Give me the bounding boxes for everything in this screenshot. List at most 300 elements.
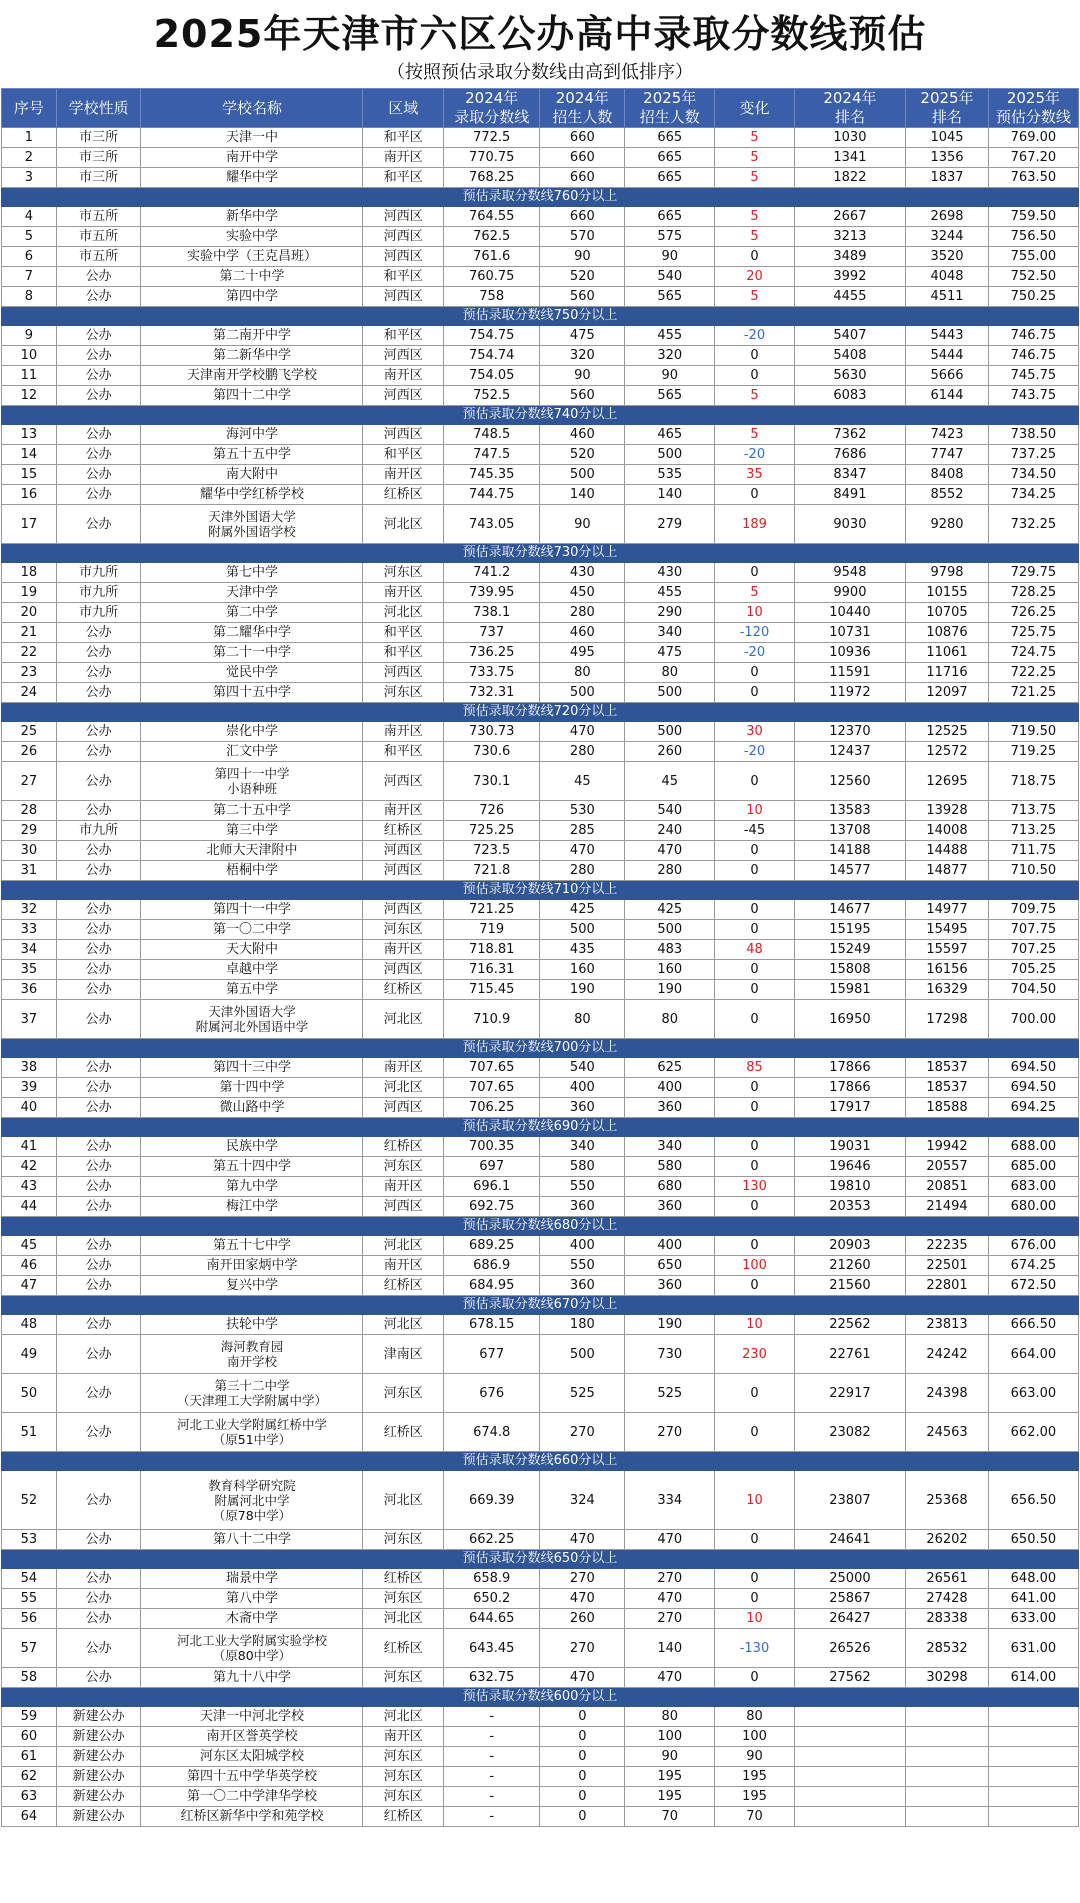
cell-est-2025: 683.00 [988,1177,1078,1197]
cell-score-2024: 643.45 [443,1629,540,1668]
cell-index: 41 [2,1137,57,1157]
header-col-change [715,89,794,128]
cell-school-name [141,207,363,227]
school-name-line: 第四十五中学 [212,685,291,700]
cell-rank-2025: 20851 [906,1177,989,1197]
school-name-line: 南开学校 [226,1354,277,1369]
cell-est-2025: 763.50 [988,168,1078,188]
header-label: 预估分数线 [995,108,1071,126]
cell-rank-2024: 11972 [794,683,906,703]
cell-index: 8 [2,287,57,307]
cell-area: 河北区 [363,1609,443,1629]
cell-school-type: 市五所 [56,247,141,267]
cell-index: 63 [2,1787,57,1807]
cell-school-type: 公办 [56,1098,141,1118]
cell-area: 红桥区 [363,485,443,505]
cell-area: 河西区 [363,346,443,366]
cell-school-name [141,1807,363,1827]
cell-school-name [141,762,363,801]
cell-school-type: 公办 [56,900,141,920]
header-label: 序号 [13,98,44,117]
tier-separator-row [2,1296,1079,1315]
cell-change: 0 [715,1589,794,1609]
cell-est-2025: 641.00 [988,1589,1078,1609]
cell-score-2024: - [443,1707,540,1727]
cell-area: 河西区 [363,425,443,445]
cell-area: 南开区 [363,1058,443,1078]
cell-plan-2025: 500 [625,445,715,465]
cell-rank-2024: 5408 [794,346,906,366]
cell-rank-2025: 30298 [906,1668,989,1688]
cell-rank-2024: 20353 [794,1197,906,1217]
cell-area: 河东区 [363,563,443,583]
cell-area: 河北区 [363,1000,443,1039]
cell-plan-2025: 730 [625,1335,715,1374]
cell-plan-2025: 400 [625,1078,715,1098]
cell-school-type: 公办 [56,505,141,544]
tier-separator-label: 预估录取分数线660分以上 [2,1452,1079,1471]
cell-plan-2025: 430 [625,563,715,583]
school-name-line: 北师大天津附中 [206,843,298,858]
cell-score-2024: 762.5 [443,227,540,247]
table-header [2,89,1079,128]
cell-school-type: 公办 [56,1137,141,1157]
header-label: 录取分数线 [454,108,530,126]
cell-school-name [141,683,363,703]
cell-score-2024: 716.31 [443,960,540,980]
cell-change: 0 [715,366,794,386]
cell-school-type: 公办 [56,841,141,861]
table-row [2,940,1079,960]
cell-index: 64 [2,1807,57,1827]
header-col-rank-2024 [794,89,906,128]
cell-school-type: 公办 [56,287,141,307]
cell-change: 0 [715,980,794,1000]
cell-est-2025: 746.75 [988,326,1078,346]
cell-school-type: 新建公办 [56,1707,141,1727]
cell-school-type: 公办 [56,1197,141,1217]
cell-school-name [141,326,363,346]
cell-plan-2024: 470 [540,1589,625,1609]
table-row [2,1609,1079,1629]
school-name-line: 第二中学 [225,605,278,620]
cell-rank-2025: 15597 [906,940,989,960]
table-row [2,1315,1079,1335]
cell-school-type: 公办 [56,326,141,346]
cell-score-2024: 764.55 [443,207,540,227]
cell-rank-2025: 11716 [906,663,989,683]
cell-change: 10 [715,603,794,623]
cell-est-2025 [988,1787,1078,1807]
cell-est-2025: 755.00 [988,247,1078,267]
cell-plan-2025: 625 [625,1058,715,1078]
cell-est-2025: 694.25 [988,1098,1078,1118]
cell-area: 南开区 [363,801,443,821]
cell-plan-2025: 470 [625,1668,715,1688]
school-name-line: （天津理工大学附属中学） [176,1393,327,1408]
cell-area: 南开区 [363,583,443,603]
cell-plan-2024: 430 [540,563,625,583]
school-name-line: 南开中学 [225,150,278,165]
cell-index: 5 [2,227,57,247]
cell-score-2024: 726 [443,801,540,821]
table-row [2,1767,1079,1787]
table-row [2,1256,1079,1276]
cell-plan-2024: 660 [540,207,625,227]
cell-est-2025: 656.50 [988,1471,1078,1530]
cell-index: 57 [2,1629,57,1668]
school-name-line: 天津外国语大学 [208,1004,296,1019]
cell-rank-2025: 28532 [906,1629,989,1668]
cell-index: 7 [2,267,57,287]
cell-area: 河西区 [363,960,443,980]
header-label: 变化 [739,98,770,117]
cell-change: 195 [715,1787,794,1807]
school-name-line: 海河中学 [225,427,278,442]
school-name-line: 梅江中学 [225,1199,278,1214]
cell-score-2024: 686.9 [443,1256,540,1276]
cell-rank-2025: 20557 [906,1157,989,1177]
cell-change: 195 [715,1767,794,1787]
cell-rank-2025: 28338 [906,1609,989,1629]
cell-plan-2024: 360 [540,1276,625,1296]
cell-est-2025: 688.00 [988,1137,1078,1157]
cell-index: 21 [2,623,57,643]
cell-score-2024: 739.95 [443,583,540,603]
cell-plan-2024: 560 [540,386,625,406]
table-row [2,742,1079,762]
cell-plan-2025: 45 [625,762,715,801]
cell-change: 0 [715,960,794,980]
header-label: 2024年 [465,89,519,107]
table-row [2,346,1079,366]
school-name-line: 河北工业大学附属红桥中学 [176,1417,327,1432]
table-row [2,920,1079,940]
tier-separator-row [2,188,1079,207]
cell-rank-2024: 27562 [794,1668,906,1688]
school-name-line: 第四十二中学 [212,388,291,403]
header-col-school-type [56,89,141,128]
cell-plan-2024: 90 [540,247,625,267]
cell-plan-2025: 100 [625,1727,715,1747]
cell-est-2025: 718.75 [988,762,1078,801]
cell-est-2025: 704.50 [988,980,1078,1000]
cell-est-2025: 737.25 [988,445,1078,465]
table-row [2,1530,1079,1550]
cell-plan-2025: 360 [625,1276,715,1296]
header-label: 学校性质 [68,98,129,117]
cell-est-2025: 721.25 [988,683,1078,703]
table-row [2,1078,1079,1098]
cell-rank-2025: 26202 [906,1530,989,1550]
cell-rank-2024 [794,1787,906,1807]
table-row [2,485,1079,505]
school-name-line: 新华中学 [225,209,278,224]
school-name-line: 第四十一中学 [214,766,290,781]
table-row [2,1335,1079,1374]
cell-score-2024: 748.5 [443,425,540,445]
header-label: 排名 [932,108,963,126]
cell-school-type: 公办 [56,623,141,643]
cell-score-2024: 738.1 [443,603,540,623]
cell-rank-2025: 21494 [906,1197,989,1217]
cell-change: -120 [715,623,794,643]
cell-est-2025: 713.75 [988,801,1078,821]
cell-change: 0 [715,663,794,683]
cell-score-2024: 760.75 [443,267,540,287]
cell-plan-2025: 483 [625,940,715,960]
table-row [2,1668,1079,1688]
cell-plan-2025: 190 [625,980,715,1000]
cell-area: 河西区 [363,900,443,920]
cell-area: 河西区 [363,207,443,227]
cell-school-name [141,1078,363,1098]
table-row [2,386,1079,406]
cell-index: 14 [2,445,57,465]
cell-rank-2025: 12525 [906,722,989,742]
cell-rank-2024: 3213 [794,227,906,247]
cell-change: 100 [715,1727,794,1747]
cell-school-type: 公办 [56,366,141,386]
cell-plan-2025: 80 [625,1707,715,1727]
cell-rank-2025: 1356 [906,148,989,168]
cell-rank-2024: 22562 [794,1315,906,1335]
school-name-line: 耀华中学 [225,170,278,185]
cell-plan-2024: 425 [540,900,625,920]
school-name-line: 第一〇二中学 [212,922,291,937]
cell-school-type: 公办 [56,762,141,801]
cell-school-type: 公办 [56,1629,141,1668]
school-name-line: 第二十中学 [219,269,285,284]
cell-score-2024: 772.5 [443,128,540,148]
cell-rank-2024: 14677 [794,900,906,920]
cell-score-2024: 718.81 [443,940,540,960]
school-name-line: （原80中学） [212,1648,292,1663]
cell-change: 0 [715,485,794,505]
cell-change: 30 [715,722,794,742]
cell-plan-2025: 540 [625,801,715,821]
cell-rank-2024: 20903 [794,1236,906,1256]
cell-rank-2025: 16329 [906,980,989,1000]
cell-rank-2025: 6144 [906,386,989,406]
cell-plan-2025: 400 [625,1236,715,1256]
cell-area: 河东区 [363,1157,443,1177]
cell-plan-2025: 280 [625,861,715,881]
cell-index: 17 [2,505,57,544]
cell-score-2024: 723.5 [443,841,540,861]
cell-plan-2024: 0 [540,1807,625,1827]
cell-plan-2025: 260 [625,742,715,762]
cell-index: 62 [2,1767,57,1787]
table-row [2,168,1079,188]
table-row [2,603,1079,623]
cell-score-2024: 730.1 [443,762,540,801]
cell-est-2025: 680.00 [988,1197,1078,1217]
cell-school-type: 公办 [56,1236,141,1256]
cell-score-2024: 658.9 [443,1569,540,1589]
table-row [2,841,1079,861]
cell-est-2025: 756.50 [988,227,1078,247]
cell-rank-2024: 15808 [794,960,906,980]
cell-rank-2025: 22801 [906,1276,989,1296]
cell-rank-2025: 15495 [906,920,989,940]
cell-school-name [141,1058,363,1078]
cell-plan-2025: 195 [625,1787,715,1807]
cell-plan-2024: 570 [540,227,625,247]
cell-score-2024: 745.35 [443,465,540,485]
cell-index: 33 [2,920,57,940]
cell-est-2025: 734.50 [988,465,1078,485]
cell-index: 51 [2,1413,57,1452]
cell-score-2024: - [443,1787,540,1807]
table-row [2,683,1079,703]
cell-plan-2024: 470 [540,1530,625,1550]
cell-area: 河东区 [363,683,443,703]
cell-change: 10 [715,1471,794,1530]
cell-index: 19 [2,583,57,603]
cell-school-name [141,445,363,465]
cell-school-name [141,1335,363,1374]
cell-plan-2025: 455 [625,326,715,346]
cell-index: 61 [2,1747,57,1767]
cell-plan-2025: 665 [625,168,715,188]
cell-est-2025: 759.50 [988,207,1078,227]
cell-change: 0 [715,1157,794,1177]
cell-plan-2024: 525 [540,1374,625,1413]
cell-school-name [141,1747,363,1767]
cell-index: 32 [2,900,57,920]
cell-plan-2025: 80 [625,663,715,683]
page-subtitle: （按照预估录取分数线由高到低排序） [387,62,693,83]
cell-rank-2025: 4511 [906,287,989,307]
cell-score-2024: 684.95 [443,1276,540,1296]
cell-est-2025: 650.50 [988,1530,1078,1550]
cell-plan-2024: 560 [540,287,625,307]
cell-plan-2025: 270 [625,1413,715,1452]
cell-school-type: 公办 [56,1000,141,1039]
cell-index: 45 [2,1236,57,1256]
cell-area: 和平区 [363,326,443,346]
cell-est-2025: 729.75 [988,563,1078,583]
school-name-line: 民族中学 [225,1139,278,1154]
cell-rank-2025: 22235 [906,1236,989,1256]
cell-area: 河西区 [363,1197,443,1217]
cell-plan-2024: 495 [540,643,625,663]
cell-change: 5 [715,207,794,227]
cell-area: 红桥区 [363,1629,443,1668]
school-name-line: 天津中学 [225,585,278,600]
table-row [2,1589,1079,1609]
cell-plan-2025: 290 [625,603,715,623]
cell-plan-2024: 470 [540,722,625,742]
cell-rank-2025: 24563 [906,1413,989,1452]
cell-school-type: 公办 [56,267,141,287]
school-name-line: （原78中学） [212,1507,292,1523]
cell-school-name [141,960,363,980]
cell-school-type: 公办 [56,1256,141,1276]
cell-plan-2024: 90 [540,505,625,544]
cell-plan-2024: 530 [540,801,625,821]
cell-rank-2025: 8552 [906,485,989,505]
cell-area: 河西区 [363,841,443,861]
cell-area: 河西区 [363,227,443,247]
cell-rank-2024: 19646 [794,1157,906,1177]
tier-separator-row [2,1118,1079,1137]
tier-separator-row [2,1688,1079,1707]
cell-area: 南开区 [363,148,443,168]
cell-plan-2024: 360 [540,1197,625,1217]
tier-separator-row [2,544,1079,563]
cell-est-2025: 719.50 [988,722,1078,742]
cell-index: 22 [2,643,57,663]
cell-rank-2024: 1030 [794,128,906,148]
cell-rank-2024: 22917 [794,1374,906,1413]
cell-score-2024: 669.39 [443,1471,540,1530]
cell-plan-2025: 340 [625,1137,715,1157]
cell-area: 河西区 [363,861,443,881]
cell-change: 0 [715,900,794,920]
cell-est-2025: 769.00 [988,128,1078,148]
cell-est-2025: 674.25 [988,1256,1078,1276]
cell-area: 河北区 [363,1078,443,1098]
cell-plan-2025: 334 [625,1471,715,1530]
cell-plan-2025: 90 [625,366,715,386]
cell-school-name [141,1668,363,1688]
cell-index: 13 [2,425,57,445]
cell-area: 和平区 [363,168,443,188]
cell-score-2024: 741.2 [443,563,540,583]
cell-score-2024: 706.25 [443,1098,540,1118]
cell-rank-2024: 7362 [794,425,906,445]
cell-score-2024: 747.5 [443,445,540,465]
header-label: 排名 [834,108,865,126]
cell-rank-2024: 26526 [794,1629,906,1668]
cell-school-type: 公办 [56,425,141,445]
cell-plan-2025: 455 [625,583,715,603]
school-name-line: 第四十一中学 [212,902,291,917]
header-label: 学校名称 [221,98,282,117]
cell-plan-2024: 0 [540,1767,625,1787]
header-col-plan-2025 [625,89,715,128]
cell-score-2024: 650.2 [443,1589,540,1609]
school-name-line: 河东区太阳城学校 [199,1749,304,1764]
cell-school-type: 市三所 [56,128,141,148]
cell-area: 河东区 [363,1747,443,1767]
school-name-line: 天津一中河北学校 [199,1709,304,1724]
cell-area: 河北区 [363,603,443,623]
cell-area: 河西区 [363,663,443,683]
cell-plan-2025: 500 [625,722,715,742]
cell-plan-2025: 525 [625,1374,715,1413]
cell-score-2024: 752.5 [443,386,540,406]
tier-separator-row [2,406,1079,425]
cell-area: 河东区 [363,1374,443,1413]
cell-plan-2025: 320 [625,346,715,366]
cell-plan-2024: 460 [540,425,625,445]
cell-index: 6 [2,247,57,267]
cell-index: 38 [2,1058,57,1078]
school-name-line: 天津南开学校鹏飞学校 [186,368,317,383]
cell-rank-2025: 8408 [906,465,989,485]
cell-change: 85 [715,1058,794,1078]
cell-score-2024: 730.73 [443,722,540,742]
cell-rank-2025: 24242 [906,1335,989,1374]
cell-plan-2024: 270 [540,1413,625,1452]
school-name-line: 木斋中学 [225,1611,278,1626]
cell-plan-2024: 470 [540,1668,625,1688]
cell-change: 0 [715,1236,794,1256]
cell-index: 39 [2,1078,57,1098]
